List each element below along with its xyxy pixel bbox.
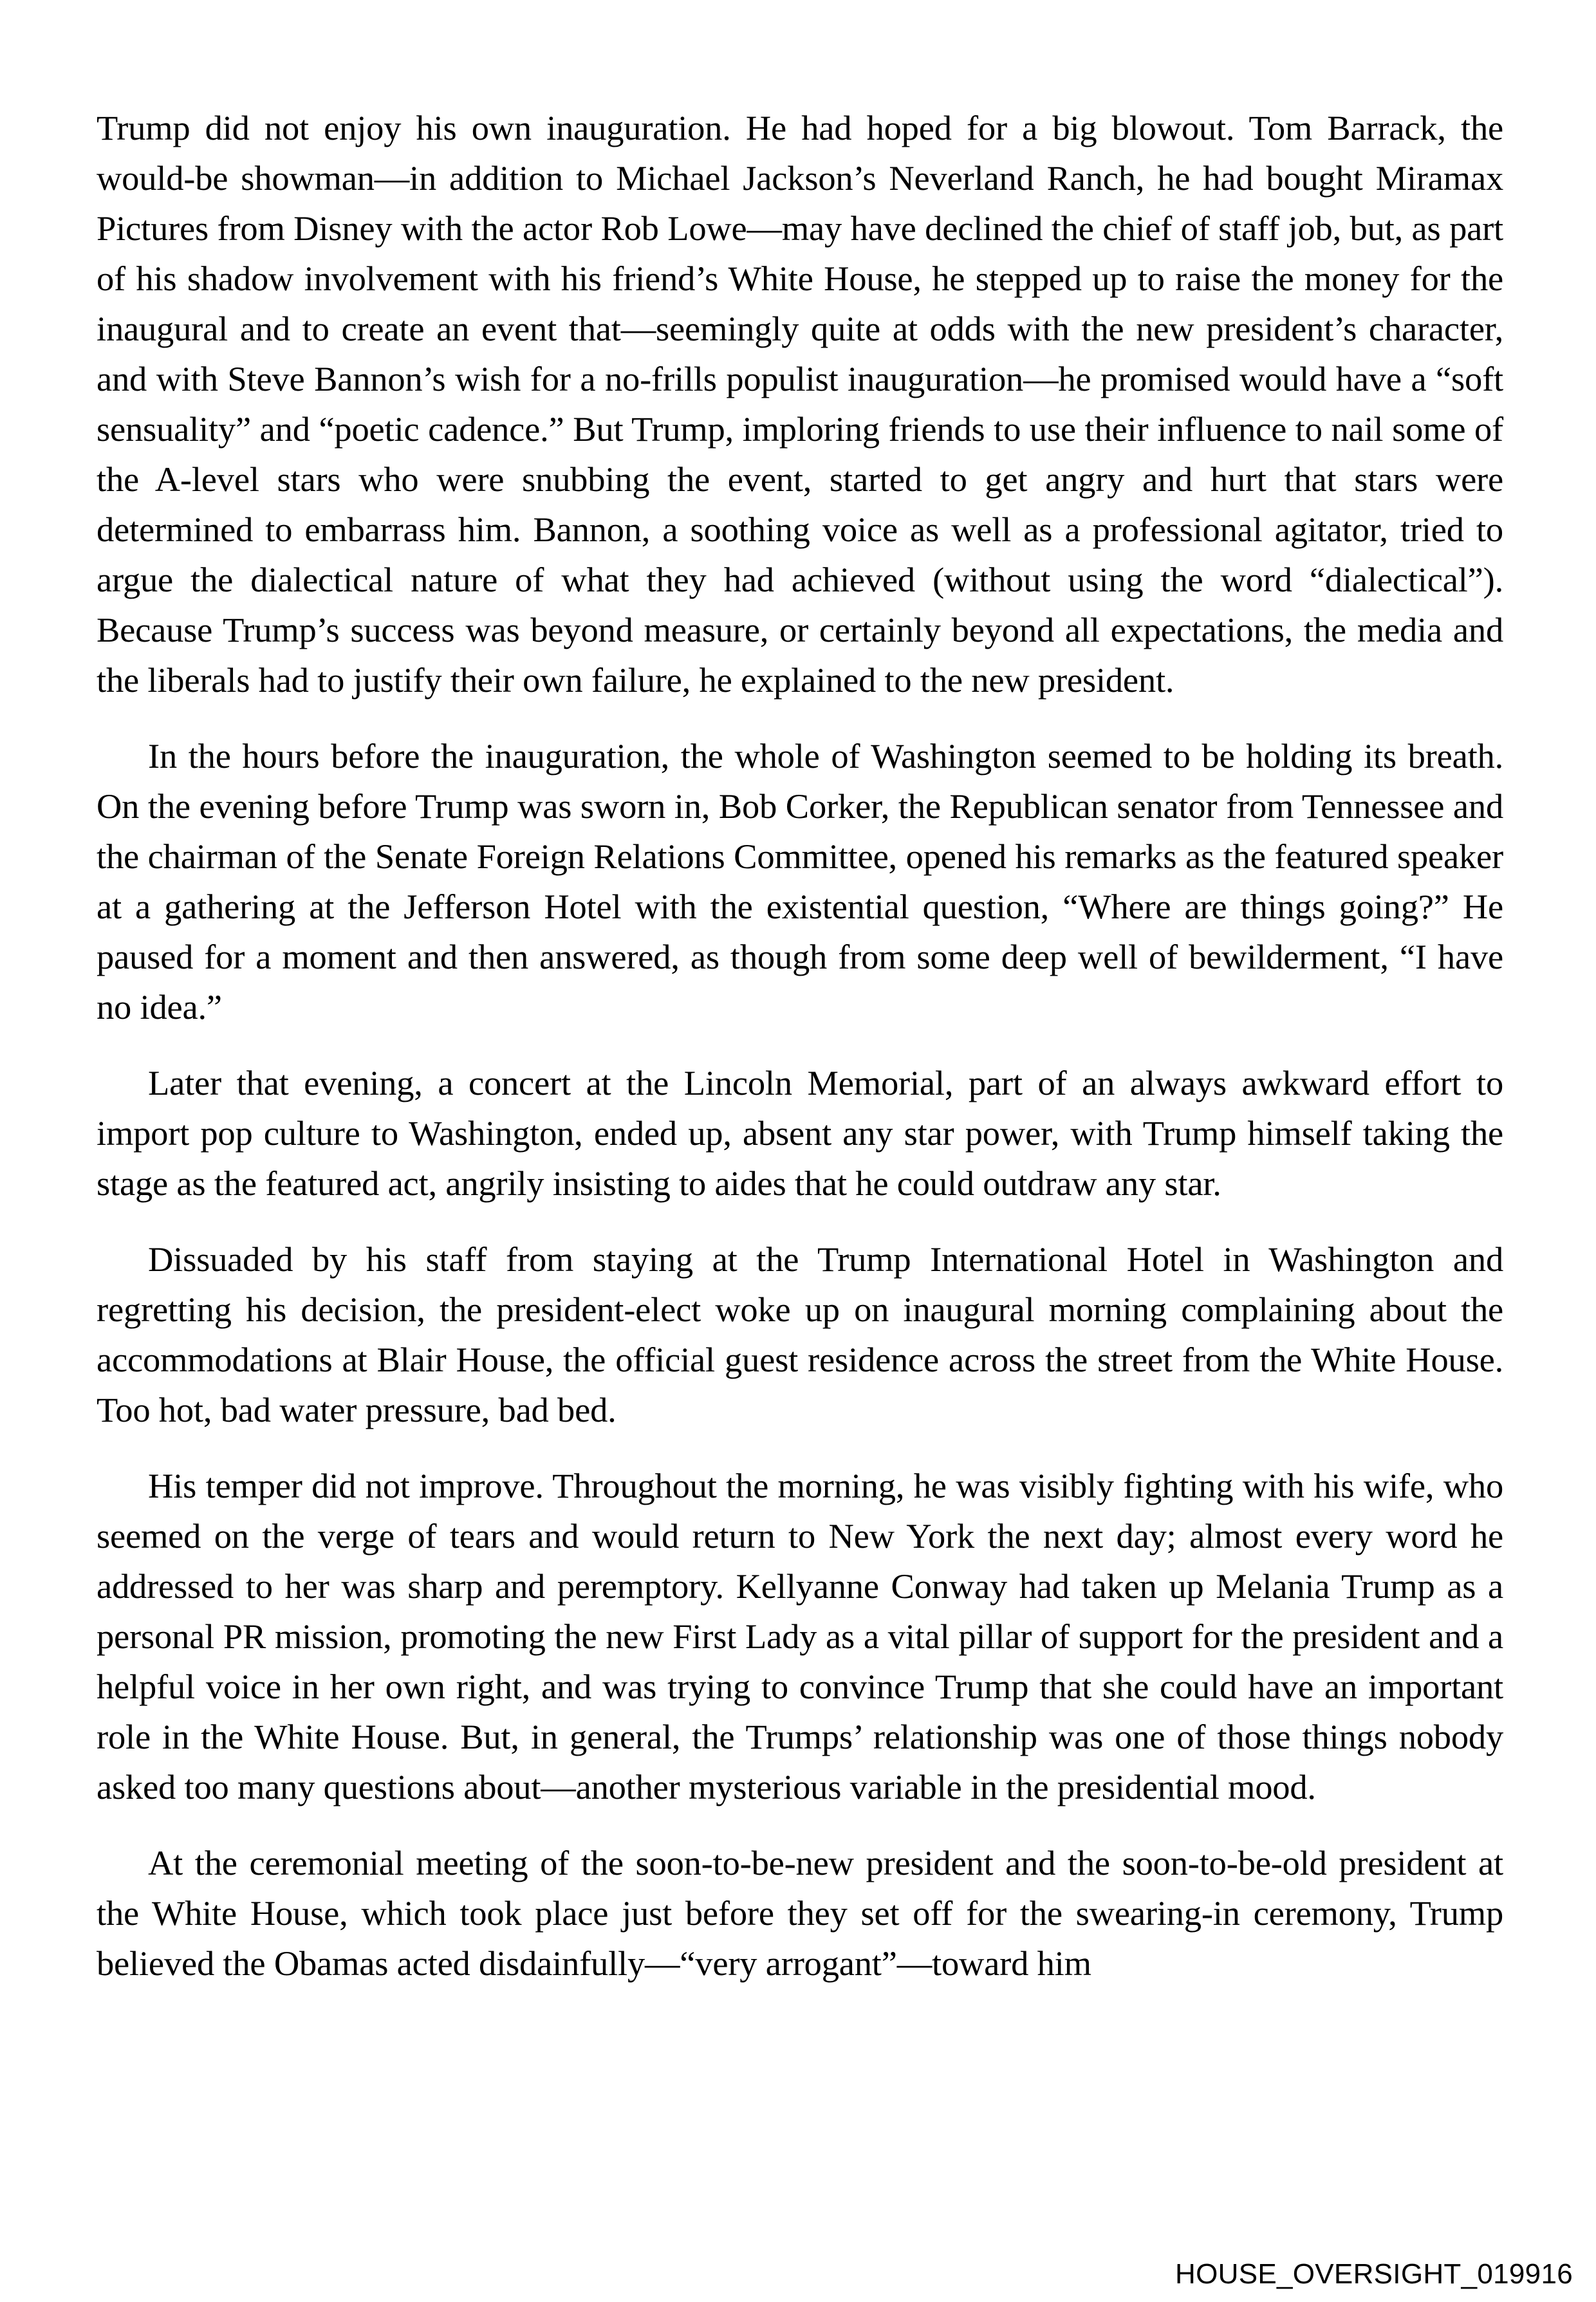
paragraph: At the ceremonial meeting of the soon-to-be-new president and the soon-to-be-old president at the White House, which took place just before they set off for the swearing-in ceremony, Trump believed the Obamas acted disdainfully—“very arrogant”—toward him bbox=[97, 1843, 1503, 1983]
paragraph: Dissuaded by his staff from staying at the Trump International Hotel in Washington and regretting his decision, the president-elect woke up on inaugural morning complaining about the accommodations at Blair House, the official guest residence across the street from the White House. Too hot, bad water pressure, bad bed. bbox=[97, 1239, 1503, 1429]
paragraph: In the hours before the inauguration, the whole of Washington seemed to be holding its breath. On the evening before Trump was sworn in, Bob Corker, the Republican senator from Tennessee and the chairman of the Senate Foreign Relations Committee, opened his remarks as the featured speaker at a gathering at the Jefferson Hotel with the existential question, “Where are things going?” He paused for a moment and then answered, as though from some deep well of bewilderment, “I have no idea.” bbox=[97, 736, 1503, 1026]
document-body bbox=[97, 103, 1503, 2014]
paragraph: Later that evening, a concert at the Lincoln Memorial, part of an always awkward effort to import pop culture to Washington, ended up, absent any star power, with Trump himself taking the stage as the featured act, angrily insisting to aides that he could outdraw any star. bbox=[97, 1063, 1503, 1203]
paragraph: Trump did not enjoy his own inauguration. He had hoped for a big blowout. Tom Barrack, the would-be showman—in addition to Michael Jackson’s Neverland Ranch, he had bought Miramax Pictures from Disney with the actor Rob Lowe—may have declined the chief of staff job, but, as part of his shadow involvement with his friend’s White House, he stepped up to raise the money for the inaugural and to create an event that—seemingly quite at odds with the new president’s character, and with Steve Bannon’s wish for a no-frills populist inauguration—he promised would have a “soft sensuality” and “poetic cadence.” But Trump, imploring friends to use their influence to nail some of the A-level stars who were snubbing the event, started to get angry and hurt that stars were determined to embarrass him. Bannon, a soothing voice as well as a professional agitator, tried to argue the dialectical nature of what they had achieved (without using the word “dialectical”). Because Trump’s success was beyond measure, or certainly beyond all expectations, the media and the liberals had to justify their own failure, he explained to the new president. bbox=[97, 108, 1503, 700]
paragraph: His temper did not improve. Throughout the morning, he was visibly fighting with his wife, who seemed on the verge of tears and would return to New York the next day; almost every word he addressed to her was sharp and peremptory. Kellyanne Conway had taken up Melania Trump as a personal PR mission, promoting the new First Lady as a vital pillar of support for the president and a helpful voice in her own right, and was trying to convince Trump that she could have an important role in the White House. But, in general, the Trumps’ relationship was one of those things nobody asked too many questions about—another mysterious variable in the presidential mood. bbox=[97, 1466, 1503, 1806]
bates-number: HOUSE_OVERSIGHT_019916 bbox=[1175, 2258, 1573, 2290]
